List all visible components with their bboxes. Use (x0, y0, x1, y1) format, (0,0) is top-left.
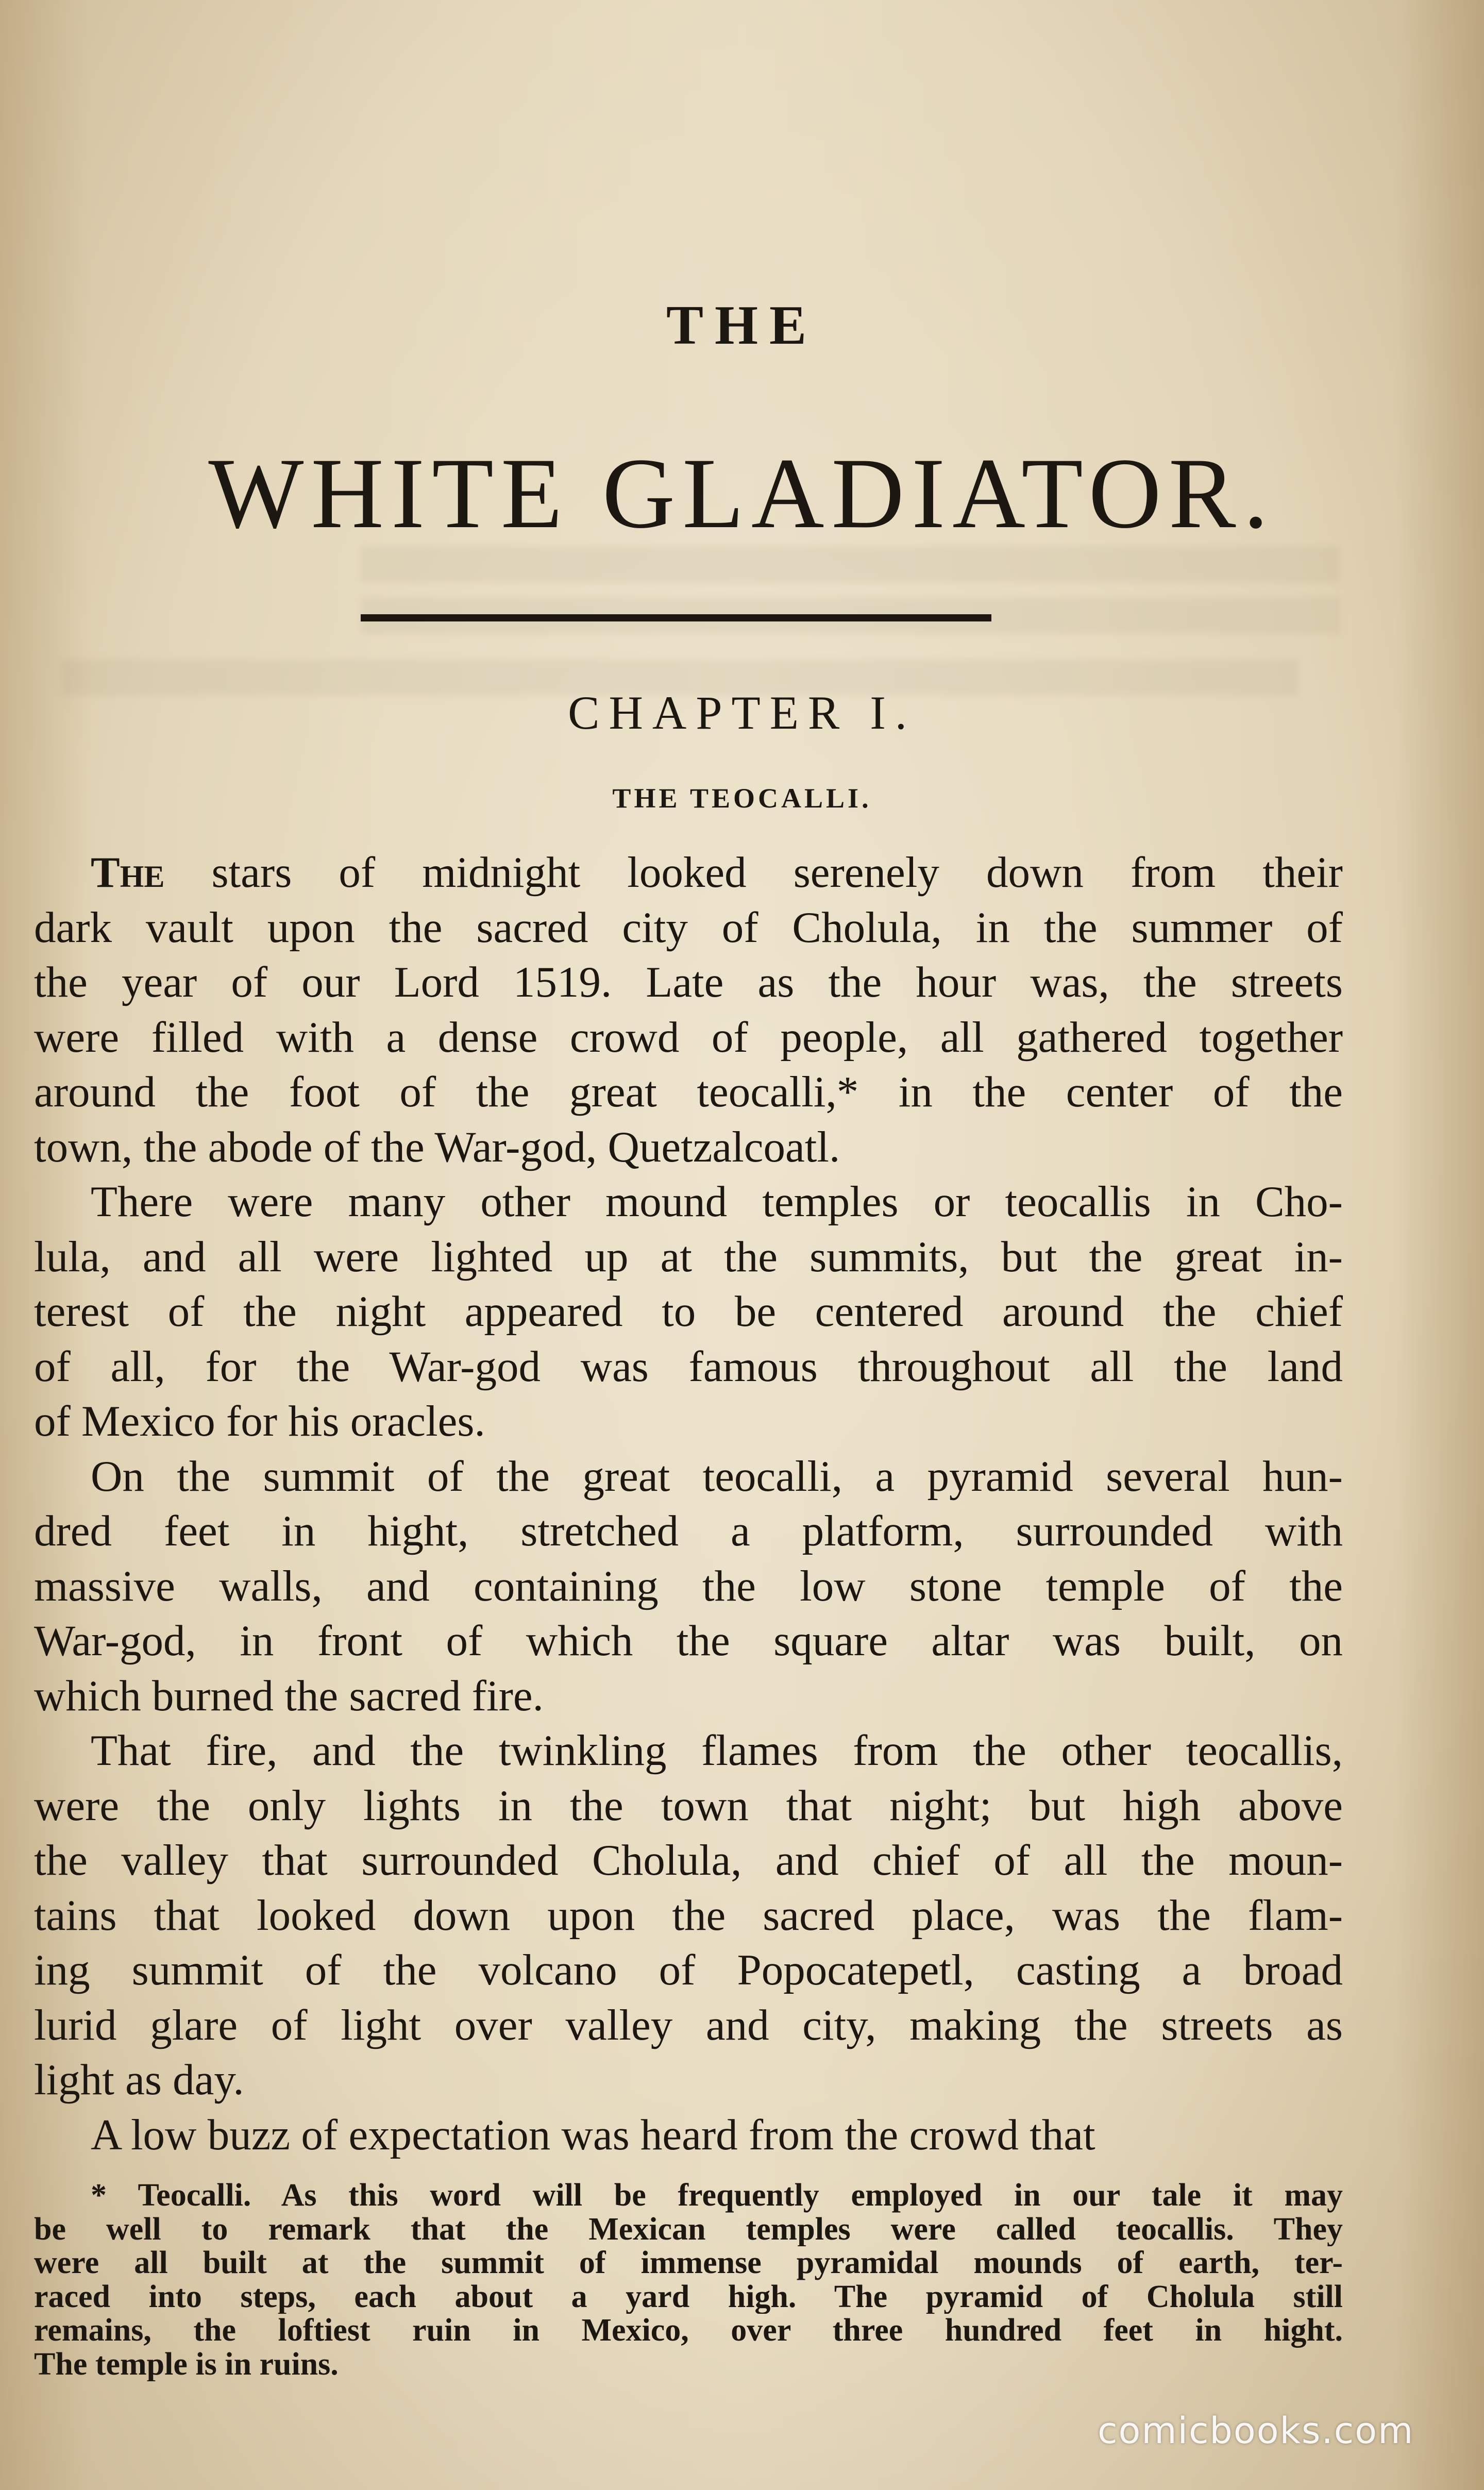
text-line (34, 1613, 1343, 1669)
text-line (34, 2108, 1343, 2163)
book-title: WHITE GLADIATOR. (208, 438, 1276, 549)
text-line (34, 1284, 1343, 1339)
footnote (34, 2179, 1343, 2381)
text-line (34, 1230, 1343, 1285)
text-line (34, 845, 1343, 900)
line-text: dark vault upon the sacred city of Cholula, in the summer of (34, 903, 1343, 952)
text-line (34, 1723, 1343, 1778)
line-text: were filled with a dense crowd of people, all gathered together (34, 1013, 1343, 1062)
line-text: of Mexico for his oracles. (34, 1397, 485, 1445)
line-text: terest of the night appeared to be centered around the chief (34, 1287, 1343, 1336)
text-line (34, 1559, 1343, 1614)
line-text: lurid glare of light over valley and city, making the streets as (34, 2000, 1343, 2049)
line-text: were the only lights in the town that night; but high above (34, 1781, 1343, 1830)
line-text: massive walls, and containing the low stone temple of the (34, 1561, 1343, 1610)
body-text (34, 845, 1343, 2162)
line-text: town, the abode of the War-god, Quetzalcoatl. (34, 1122, 840, 1171)
footnote-line: The temple is in ruins. (34, 2347, 339, 2381)
text-line (34, 1010, 1343, 1065)
line-text: light as day. (34, 2056, 244, 2104)
footnote-line: * Teocalli. As this word will be frequently employed in our tale it may (91, 2179, 1343, 2213)
line-text: War-god, in front of which the square altar was built, on (34, 1617, 1343, 1665)
text-line (34, 1449, 1343, 1504)
text-line (34, 900, 1343, 955)
title-rule (361, 614, 991, 621)
line-text: On the summit of the great teocalli, a pyramid several hun- (91, 1452, 1343, 1501)
line-text: the year of our Lord 1519. Late as the hour was, the streets (34, 958, 1343, 1006)
line-text: the valley that surrounded Cholula, and chief of all the moun- (34, 1836, 1343, 1885)
text-line (34, 1943, 1343, 1998)
footnote-line: remains, the loftiest ruin in Mexico, over three hundred feet in hight. (34, 2314, 1343, 2348)
line-text: dred feet in hight, stretched a platform, surrounded with (34, 1507, 1343, 1555)
line-text: There were many other mound temples or teocallis in Cho- (91, 1177, 1343, 1226)
footnote-line: were all built at the summit of immense pyramidal mounds of earth, ter- (34, 2246, 1343, 2280)
footnote-line: be well to remark that the Mexican temples were called teocallis. They (34, 2212, 1343, 2246)
show-through-text (361, 546, 1340, 582)
line-text: stars of midnight looked serenely down from their (164, 848, 1343, 897)
line-text: lula, and all were lighted up at the summits, but the great in- (34, 1232, 1343, 1281)
line-text: of all, for the War-god was famous throughout all the land (34, 1342, 1343, 1391)
text-line (34, 955, 1343, 1010)
text-line (34, 1833, 1343, 1888)
text-line (34, 1888, 1343, 1943)
line-text: which burned the sacred fire. (34, 1671, 544, 1720)
line-text: tains that looked down upon the sacred place, was the flam- (34, 1891, 1343, 1940)
text-line (34, 1504, 1343, 1559)
line-text: That fire, and the twinkling flames from the other teocallis, (91, 1726, 1343, 1775)
text-line (34, 1998, 1343, 2053)
text-line (34, 1394, 1343, 1449)
pre-title: THE (666, 295, 818, 356)
text-line (34, 1339, 1343, 1394)
text-line (34, 1778, 1343, 1833)
text-line (34, 2052, 1343, 2108)
line-text: around the foot of the great teocalli,* in the center of the (34, 1068, 1343, 1116)
chapter-heading: CHAPTER I. (568, 686, 916, 739)
text-line (34, 1174, 1343, 1230)
text-line (34, 1120, 1343, 1175)
drop-word: The (91, 848, 165, 897)
footnote-line: raced into steps, each about a yard high. The pyramid of Cholula still (34, 2280, 1343, 2314)
text-line (34, 1669, 1343, 1724)
line-text: A low buzz of expectation was heard from the crowd that (91, 2110, 1095, 2159)
watermark: comicbooks.com (1098, 2410, 1414, 2452)
chapter-title: THE TEOCALLI. (612, 783, 872, 814)
line-text: ing summit of the volcano of Popocatepetl, casting a broad (34, 1946, 1343, 1994)
text-line (34, 1065, 1343, 1120)
